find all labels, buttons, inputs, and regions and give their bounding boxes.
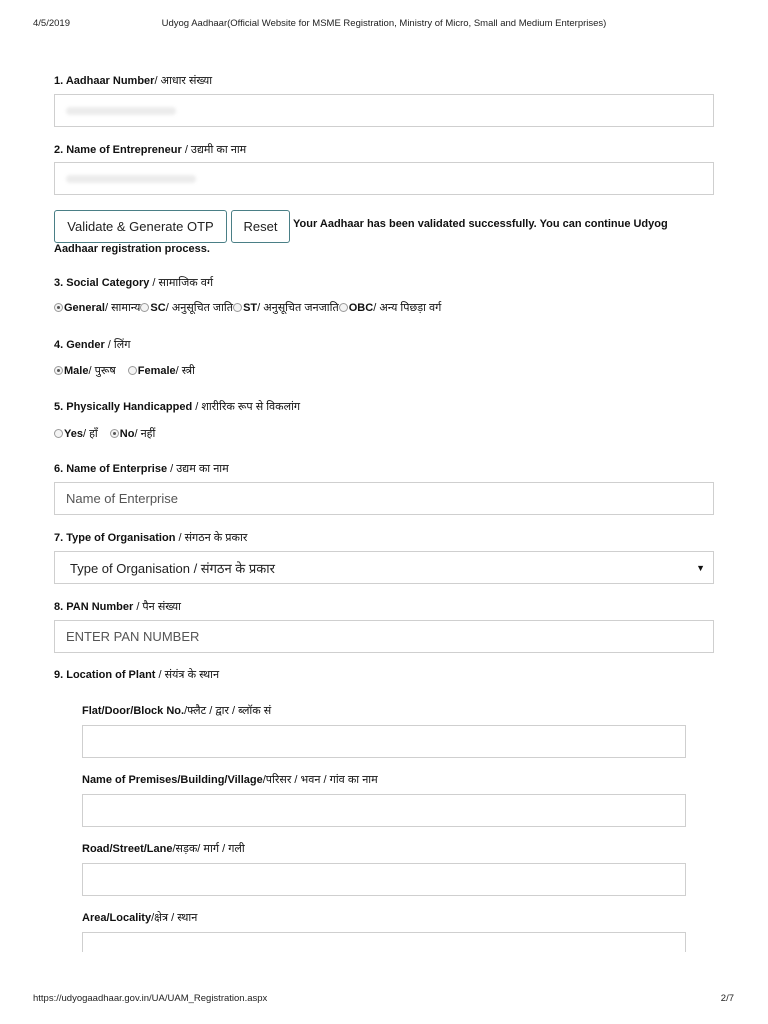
option-female-hi: / स्त्री [175, 365, 195, 377]
flat-label [82, 703, 271, 718]
option-st-en: ST [243, 301, 258, 314]
road-input[interactable] [82, 863, 686, 896]
road-label-hi: /सड़क/ मार्ग / गली [172, 843, 245, 855]
handicapped-options [54, 426, 155, 441]
radio-general[interactable] [54, 303, 63, 312]
radio-obc[interactable] [339, 303, 348, 312]
social-category-label-hi: / सामाजिक वर्ग [149, 277, 214, 289]
handicapped-label-hi: / शारीरिक रूप से विकलांग [192, 401, 301, 413]
handicapped-label [54, 399, 300, 414]
road-label-en: Road/Street/Lane [82, 843, 173, 855]
org-type-select[interactable] [54, 551, 714, 584]
option-st-hi: / अनुसूचित जनजाति [257, 302, 339, 314]
premises-label-en: Name of Premises/Building/Village [82, 774, 263, 786]
option-general-hi: / सामान्य [104, 302, 141, 314]
flat-label-en: Flat/Door/Block No. [82, 705, 185, 717]
area-input[interactable] [82, 932, 686, 952]
caret-down-icon: ▼ [696, 562, 705, 573]
option-no-en: No [119, 427, 135, 440]
area-label-hi: /क्षेत्र / स्थान [151, 912, 198, 924]
option-no-hi: / नहीं [134, 428, 156, 440]
location-label-en: 9. Location of Plant [54, 669, 156, 681]
option-male-hi: / पुरूष [88, 365, 116, 377]
pan-label [54, 599, 181, 614]
entrepreneur-label-en: 2. Name of Entrepreneur [54, 144, 182, 156]
option-general-en: General [64, 301, 105, 314]
page-url: https://udyogaadhaar.gov.in/UA/UAM_Registration.aspx [33, 993, 268, 1004]
org-type-label-hi: / संगठन के प्रकार [175, 532, 248, 544]
option-yes-hi: / हाँ [82, 428, 98, 440]
entrepreneur-input[interactable] [54, 162, 714, 195]
aadhaar-label-hi: / आधार संख्या [154, 75, 213, 87]
gender-label [54, 337, 130, 352]
area-label-en: Area/Locality [82, 912, 152, 924]
print-header [0, 18, 768, 32]
enterprise-input[interactable]: Name of Enterprise [54, 482, 714, 515]
validate-otp-button[interactable]: Validate & Generate OTP [54, 210, 227, 243]
reset-button[interactable]: Reset [231, 210, 290, 243]
page-number: 2/7 [720, 993, 734, 1004]
validation-message-line2: Aadhaar registration process. [54, 243, 210, 255]
radio-no[interactable] [110, 429, 119, 438]
premises-label-hi: /परिसर / भवन / गांव का नाम [262, 774, 378, 786]
masked-value [66, 107, 176, 115]
option-female-en: Female [137, 364, 176, 377]
social-category-options [54, 300, 441, 315]
enterprise-label-hi: / उद्यम का नाम [167, 463, 229, 475]
radio-sc[interactable] [140, 303, 149, 312]
radio-male[interactable] [54, 366, 63, 375]
location-label [54, 667, 219, 682]
aadhaar-label [54, 73, 212, 88]
page-title: Udyog Aadhaar(Official Website for MSME Registration, Ministry of Micro, Small and Medium Enterprises) [161, 18, 607, 29]
option-obc-en: OBC [348, 301, 374, 314]
aadhaar-input[interactable] [54, 94, 714, 127]
org-type-label-en: 7. Type of Organisation [54, 532, 176, 544]
radio-st[interactable] [233, 303, 242, 312]
org-type-selected: Type of Organisation / संगठन के प्रकार [70, 560, 275, 576]
flat-input[interactable] [82, 725, 686, 758]
flat-label-hi: /फ्लैट / द्वार / ब्लॉक सं [184, 705, 272, 717]
radio-yes[interactable] [54, 429, 63, 438]
option-obc-hi: / अन्य पिछड़ा वर्ग [373, 302, 442, 314]
enterprise-label-en: 6. Name of Enterprise [54, 463, 168, 475]
option-male-en: Male [64, 364, 89, 377]
pan-label-hi: / पैन संख्या [133, 601, 181, 613]
pan-label-en: 8. PAN Number [54, 601, 134, 613]
pan-input[interactable]: ENTER PAN NUMBER [54, 620, 714, 653]
premises-label [82, 772, 378, 787]
option-yes-en: Yes [64, 427, 83, 440]
option-sc-hi: / अनुसूचित जाति [165, 302, 234, 314]
org-type-label [54, 530, 247, 545]
social-category-label-en: 3. Social Category [54, 277, 150, 289]
masked-value [66, 175, 196, 183]
aadhaar-label-en: 1. Aadhaar Number [54, 75, 155, 87]
entrepreneur-label [54, 142, 246, 157]
print-date: 4/5/2019 [33, 18, 70, 29]
gender-label-en: 4. Gender [54, 339, 105, 351]
premises-input[interactable] [82, 794, 686, 827]
enterprise-label [54, 461, 229, 476]
option-sc-en: SC [150, 301, 166, 314]
road-label [82, 841, 245, 856]
gender-label-hi: / लिंग [104, 339, 131, 351]
validation-message-line1: Your Aadhaar has been validated successfully. You can continue Udyog [293, 218, 668, 230]
entrepreneur-label-hi: / उद्यमी का नाम [181, 144, 247, 156]
area-label [82, 910, 197, 925]
location-label-hi: / संयंत्र के स्थान [155, 669, 220, 681]
gender-options [54, 363, 195, 378]
radio-female[interactable] [128, 366, 137, 375]
handicapped-label-en: 5. Physically Handicapped [54, 401, 193, 413]
social-category-label [54, 275, 213, 290]
